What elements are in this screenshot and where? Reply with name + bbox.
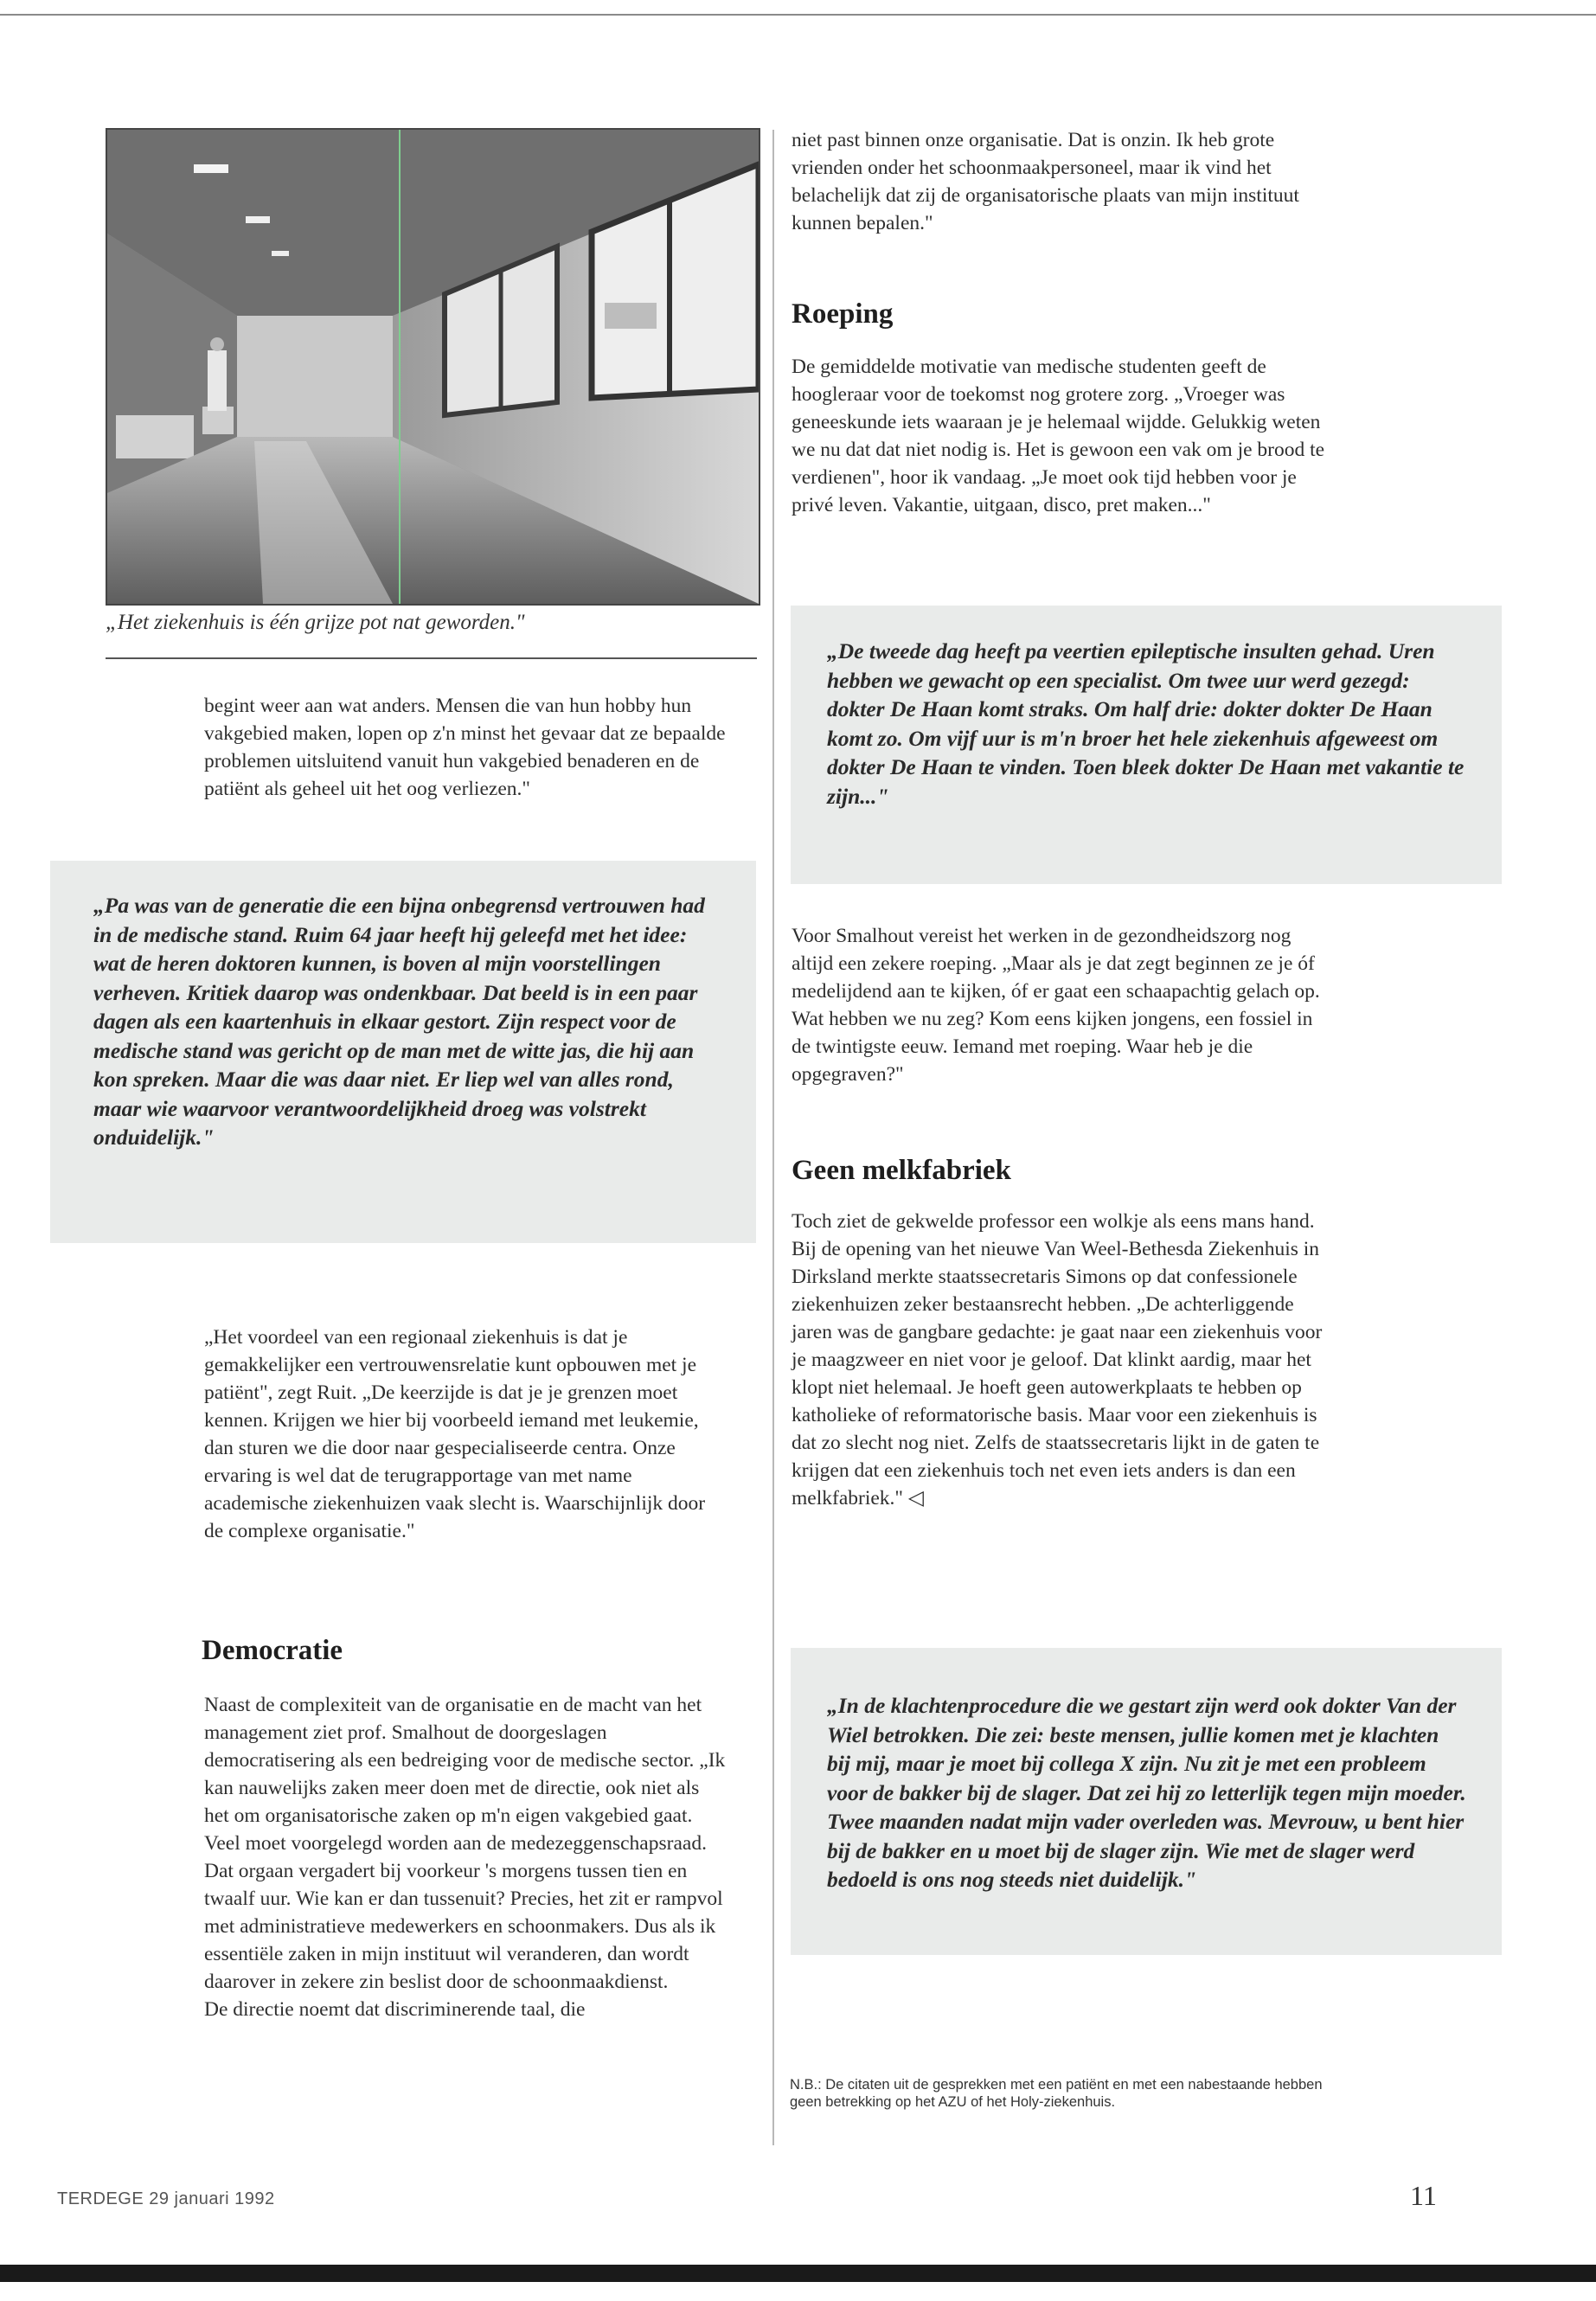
page-number: 11 [1410, 2180, 1437, 2211]
photo-caption: „Het ziekenhuis is één grijze pot nat geworden." [106, 611, 525, 634]
left-paragraph-1: begint weer aan wat anders. Mensen die van hun hobby hun vakgebied maken, lopen op z'n minst het gevaar dat ze bepaalde problemen uitsluitend vanuit hun vakgebied benaderen en de patiënt als geheel uit het oog verliezen." [204, 695, 726, 800]
left-paragraph-3-group [204, 1691, 728, 2023]
heading-geen-melkfabriek: Geen melkfabriek [792, 1155, 1011, 1186]
quote-text-1: „Pa was van de generatie die een bijna onbegrensd vertrouwen had in de medische stand. Ruim 64 jaar heeft hij geleefd met het idee: wat de heren doktoren kunnen, is boven al mijn voorstellingen verheven. Kritiek daarop was ondenkbaar. Dat beeld is in een paar dagen als een kaartenhuis in elkaar gestort. Zijn respect voor de medische stand was gericht op de man met de witte jas, die hij aan kon spreken. Maar die was daar niet. Er liep wel van alles rond, maar wie waarvoor verantwoordelijkheid droeg was volstrekt onduidelijk." [93, 893, 705, 1150]
bottom-bar [0, 2265, 1596, 2282]
quote-box-1 [50, 861, 756, 1243]
heading-democratie: Democratie [202, 1635, 343, 1666]
left-paragraph-3: Naast de complexiteit van de organisatie en de macht van het management ziet prof. Smalhout de doorgeslagen democratisering als een bedreiging voor de medische sector. „Ik kan nauwelijks zaken meer doen met de directie, ook niet als het om organisatorische zaken op m'n eigen vakgebied gaat. Veel moet voorgelegd worden aan de medezeggenschapsraad. [204, 1694, 726, 1855]
column-divider [772, 130, 774, 2145]
right-paragraph-1: niet past binnen onze organisatie. Dat is onzin. Ik heb grote vrienden onder het schoonmaakpersoneel, maar ik vind het belachelijk dat zij de organisatorische plaats van mijn instituut kunnen bepalen." [792, 129, 1299, 234]
heading-roeping: Roeping [792, 298, 894, 330]
footer-publication: TERDEGE 29 januari 1992 [57, 2189, 275, 2208]
footnote: N.B.: De citaten uit de gesprekken met een patiënt en met een nabestaande hebben geen betrekking op het AZU of het Holy-ziekenhuis. [790, 2077, 1323, 2110]
caption-rule [106, 657, 757, 659]
quote-box-2 [791, 606, 1502, 884]
right-paragraph-3: Voor Smalhout vereist het werken in de gezondheidszorg nog altijd een zekere roeping. „Maar als je dat zegt beginnen ze je óf medelijdend aan te kijken, óf er gaat een schaapachtig gelach op. Wat hebben we nu zeg? Kom eens kijken jongens, een fossiel in de twintigste eeuw. Iemand met roeping. Waar heb je die opgegraven?" [792, 925, 1320, 1086]
left-paragraph-4: Dat orgaan vergadert bij voorkeur 's morgens tussen tien en twaalf uur. Wie kan er dan tussenuit? Precies, het zit er rampvol met administratieve medewerkers en schoonmakers. Dus als ik essentiële zaken in mijn instituut wil veranderen, dan wordt daarover in zekere zin beslist door de schoonmaakdienst. [204, 1860, 723, 1993]
left-paragraph-2: „Het voordeel van een regionaal ziekenhuis is dat je gemakkelijker een vertrouwensrelatie kunt opbouwen met je patiënt", zegt Ruit. „De keerzijde is dat je je grenzen moet kennen. Krijgen we hier bij voorbeeld iemand met leukemie, dan sturen we die door naar gespecialiseerde centra. Onze ervaring is wel dat de terugrapportage van met name academische ziekenhuizen vaak slecht is. Waarschijnlijk door de complexe organisatie." [204, 1326, 706, 1542]
quote-text-2: „De tweede dag heeft pa veertien epileptische insulten gehad. Uren hebben we gewacht op een specialist. Om twee uur werd gezegd: dokter De Haan komt straks. Om half drie: dokter dokter De Haan komt zo. Om vijf uur is m'n broer het hele ziekenhuis afgeweest om dokter De Haan te vinden. Toen bleek dokter De Haan met vakantie te zijn..." [827, 638, 1465, 809]
hospital-corridor-photo [106, 128, 760, 606]
quote-box-3 [791, 1648, 1502, 1955]
left-paragraph-5: De directie noemt dat discriminerende taal, die [204, 1998, 586, 2021]
quote-text-3: „In de klachtenprocedure die we gestart zijn werd ook dokter Van der Wiel betrokken. Die zei: beste mensen, jullie komen met je klachten bij mij, maar je moet bij collega X zijn. Nu zit je met een probleem voor de bakker bij de slager. Dat zei hij zo letterlijk tegen mijn moeder. Twee maanden nadat mijn vader overleden was. Mevrouw, u bent hier bij de bakker en u moet bij de slager zijn. Wie met de slager werd bedoeld is ons nog steeds niet duidelijk." [827, 1693, 1466, 1892]
right-paragraph-4: Toch ziet de gekwelde professor een wolkje als eens mans hand. Bij de opening van het nieuwe Van Weel-Bethesda Ziekenhuis in Dirksland merkte staatssecretaris Simons op dat confessionele ziekenhuizen zeker bestaansrecht hebben. „De achterliggende jaren was de gangbare gedachte: je gaat naar een ziekenhuis voor je maagzweer en niet voor je geloof. Dat klinkt aardig, maar het klopt niet helemaal. Je hoeft geen autowerkplaats te hebben op katholieke of reformatorische basis. Maar voor een ziekenhuis is dat zo slecht nog niet. Zelfs de staatssecretaris lijkt in de gaten te krijgen dat een ziekenhuis toch net even iets anders is dan een melkfabriek." ◁ [792, 1210, 1323, 1509]
top-rule [0, 14, 1596, 16]
right-paragraph-2: De gemiddelde motivatie van medische studenten geeft de hoogleraar voor de toekomst nog grotere zorg. „Vroeger was geneeskunde iets waaraan je je helemaal wijdde. Gelukkig weten we nu dat dat niet nodig is. Het is gewoon een vak om je brood te verdienen", hoor ik vandaag. „Je moet ook tijd hebben voor je privé leven. Vakantie, uitgaan, disco, pret maken..." [792, 356, 1325, 516]
